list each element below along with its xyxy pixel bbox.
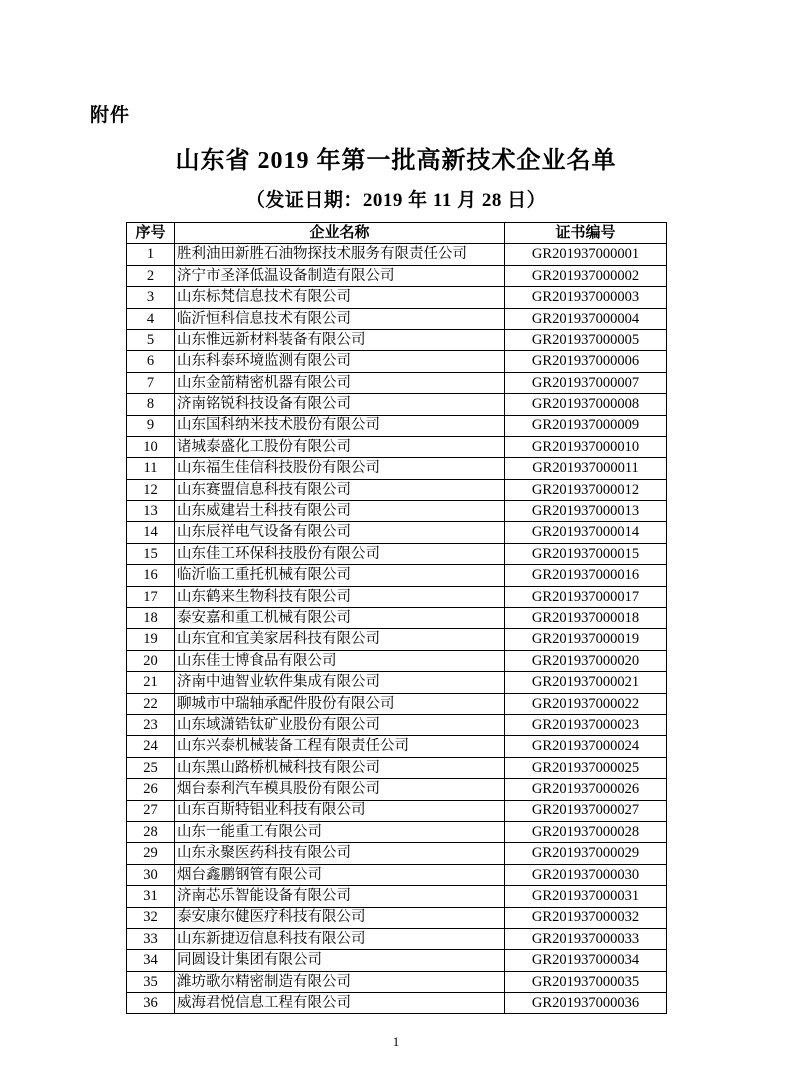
cell-certificate-number: GR201937000005 [505, 329, 667, 350]
cell-no: 33 [127, 928, 175, 949]
cell-enterprise-name: 临沂临工重托机械有限公司 [175, 565, 505, 586]
cell-enterprise-name: 山东佳工环保科技股份有限公司 [175, 543, 505, 564]
table-row [127, 458, 667, 479]
cell-certificate-number: GR201937000018 [505, 608, 667, 629]
cell-enterprise-name: 山东国科纳米技术股份有限公司 [175, 415, 505, 436]
table-row [127, 993, 667, 1014]
cell-no: 19 [127, 629, 175, 650]
enterprise-list-table-wrapper [126, 222, 666, 1014]
cell-enterprise-name: 济宁市圣泽低温设备制造有限公司 [175, 265, 505, 286]
table-row [127, 436, 667, 457]
column-header-no: 序号 [127, 223, 175, 244]
cell-no: 1 [127, 244, 175, 265]
table-row [127, 907, 667, 928]
cell-certificate-number: GR201937000033 [505, 928, 667, 949]
cell-certificate-number: GR201937000017 [505, 586, 667, 607]
issue-date-subtitle: （发证日期：2019 年 11 月 28 日） [245, 190, 547, 211]
cell-enterprise-name: 山东兴泰机械装备工程有限责任公司 [175, 736, 505, 757]
cell-no: 14 [127, 522, 175, 543]
cell-no: 8 [127, 394, 175, 415]
table-row [127, 244, 667, 265]
cell-no: 29 [127, 843, 175, 864]
cell-enterprise-name: 济南铭锐科技设备有限公司 [175, 394, 505, 415]
cell-enterprise-name: 诸城泰盛化工股份有限公司 [175, 436, 505, 457]
cell-enterprise-name: 山东辰祥电气设备有限公司 [175, 522, 505, 543]
table-row [127, 415, 667, 436]
cell-no: 2 [127, 265, 175, 286]
cell-enterprise-name: 山东佳士博食品有限公司 [175, 650, 505, 671]
cell-enterprise-name: 泰安康尔健医疗科技有限公司 [175, 907, 505, 928]
cell-no: 25 [127, 757, 175, 778]
cell-no: 16 [127, 565, 175, 586]
attachment-label: 附件 [90, 105, 131, 126]
cell-certificate-number: GR201937000016 [505, 565, 667, 586]
cell-certificate-number: GR201937000002 [505, 265, 667, 286]
cell-certificate-number: GR201937000035 [505, 971, 667, 992]
cell-enterprise-name: 济南中迪智业软件集成有限公司 [175, 672, 505, 693]
table-row [127, 950, 667, 971]
cell-certificate-number: GR201937000015 [505, 543, 667, 564]
cell-no: 36 [127, 993, 175, 1014]
cell-certificate-number: GR201937000006 [505, 351, 667, 372]
cell-no: 6 [127, 351, 175, 372]
cell-no: 4 [127, 308, 175, 329]
table-row [127, 843, 667, 864]
table-row [127, 543, 667, 564]
cell-certificate-number: GR201937000020 [505, 650, 667, 671]
cell-certificate-number: GR201937000022 [505, 693, 667, 714]
table-row [127, 565, 667, 586]
table-row [127, 608, 667, 629]
cell-no: 3 [127, 287, 175, 308]
cell-enterprise-name: 山东威建岩土科技有限公司 [175, 501, 505, 522]
cell-certificate-number: GR201937000014 [505, 522, 667, 543]
cell-certificate-number: GR201937000003 [505, 287, 667, 308]
table-row [127, 501, 667, 522]
table-body [127, 244, 667, 1014]
enterprise-list-table [126, 222, 667, 1014]
cell-enterprise-name: 山东惟远新材料装备有限公司 [175, 329, 505, 350]
table-row [127, 757, 667, 778]
cell-enterprise-name: 山东赛盟信息科技有限公司 [175, 479, 505, 500]
cell-certificate-number: GR201937000012 [505, 479, 667, 500]
cell-enterprise-name: 山东域潇锆钛矿业股份有限公司 [175, 714, 505, 735]
cell-enterprise-name: 聊城市中瑞轴承配件股份有限公司 [175, 693, 505, 714]
cell-enterprise-name: 烟台泰利汽车模具股份有限公司 [175, 779, 505, 800]
cell-certificate-number: GR201937000010 [505, 436, 667, 457]
table-row [127, 479, 667, 500]
cell-no: 22 [127, 693, 175, 714]
cell-enterprise-name: 山东科泰环境监测有限公司 [175, 351, 505, 372]
cell-certificate-number: GR201937000030 [505, 864, 667, 885]
cell-certificate-number: GR201937000004 [505, 308, 667, 329]
cell-enterprise-name: 山东新捷迈信息科技有限公司 [175, 928, 505, 949]
cell-certificate-number: GR201937000013 [505, 501, 667, 522]
cell-no: 24 [127, 736, 175, 757]
cell-certificate-number: GR201937000019 [505, 629, 667, 650]
cell-certificate-number: GR201937000001 [505, 244, 667, 265]
table-row [127, 800, 667, 821]
cell-no: 28 [127, 821, 175, 842]
cell-enterprise-name: 临沂恒科信息技术有限公司 [175, 308, 505, 329]
table-row [127, 821, 667, 842]
cell-enterprise-name: 威海君悦信息工程有限公司 [175, 993, 505, 1014]
table-header-row [127, 223, 667, 244]
table-row [127, 736, 667, 757]
table-row [127, 394, 667, 415]
cell-enterprise-name: 山东宜和宜美家居科技有限公司 [175, 629, 505, 650]
cell-no: 12 [127, 479, 175, 500]
cell-enterprise-name: 烟台鑫鹏钢管有限公司 [175, 864, 505, 885]
cell-certificate-number: GR201937000032 [505, 907, 667, 928]
cell-enterprise-name: 山东一能重工有限公司 [175, 821, 505, 842]
cell-enterprise-name: 山东标梵信息技术有限公司 [175, 287, 505, 308]
cell-certificate-number: GR201937000011 [505, 458, 667, 479]
table-row [127, 928, 667, 949]
cell-certificate-number: GR201937000009 [505, 415, 667, 436]
table-row [127, 629, 667, 650]
cell-no: 32 [127, 907, 175, 928]
cell-no: 20 [127, 650, 175, 671]
table-row [127, 308, 667, 329]
cell-no: 18 [127, 608, 175, 629]
table-row [127, 372, 667, 393]
cell-certificate-number: GR201937000034 [505, 950, 667, 971]
cell-enterprise-name: 胜利油田新胜石油物探技术服务有限责任公司 [175, 244, 505, 265]
cell-certificate-number: GR201937000026 [505, 779, 667, 800]
cell-no: 30 [127, 864, 175, 885]
cell-certificate-number: GR201937000025 [505, 757, 667, 778]
cell-certificate-number: GR201937000028 [505, 821, 667, 842]
cell-no: 11 [127, 458, 175, 479]
table-row [127, 522, 667, 543]
cell-enterprise-name: 济南芯乐智能设备有限公司 [175, 886, 505, 907]
cell-no: 21 [127, 672, 175, 693]
cell-enterprise-name: 山东永聚医药科技有限公司 [175, 843, 505, 864]
table-row [127, 714, 667, 735]
cell-enterprise-name: 泰安嘉和重工机械有限公司 [175, 608, 505, 629]
cell-certificate-number: GR201937000024 [505, 736, 667, 757]
cell-enterprise-name: 山东福生佳信科技股份有限公司 [175, 458, 505, 479]
cell-certificate-number: GR201937000031 [505, 886, 667, 907]
table-row [127, 886, 667, 907]
cell-certificate-number: GR201937000029 [505, 843, 667, 864]
cell-no: 31 [127, 886, 175, 907]
cell-enterprise-name: 潍坊歌尔精密制造有限公司 [175, 971, 505, 992]
cell-enterprise-name: 山东百斯特铝业科技有限公司 [175, 800, 505, 821]
column-header-cert: 证书编号 [505, 223, 667, 244]
table-row [127, 287, 667, 308]
cell-certificate-number: GR201937000008 [505, 394, 667, 415]
page-title: 山东省 2019 年第一批高新技术企业名单 [175, 148, 617, 174]
table-row [127, 351, 667, 372]
cell-no: 26 [127, 779, 175, 800]
cell-no: 15 [127, 543, 175, 564]
table-row [127, 672, 667, 693]
cell-enterprise-name: 山东鹤来生物科技有限公司 [175, 586, 505, 607]
cell-no: 9 [127, 415, 175, 436]
cell-certificate-number: GR201937000021 [505, 672, 667, 693]
page-number: 1 [392, 1034, 400, 1049]
table-row [127, 864, 667, 885]
table-row [127, 779, 667, 800]
table-row [127, 329, 667, 350]
table-row [127, 971, 667, 992]
cell-no: 17 [127, 586, 175, 607]
table-row [127, 586, 667, 607]
cell-no: 23 [127, 714, 175, 735]
cell-no: 34 [127, 950, 175, 971]
column-header-name: 企业名称 [175, 223, 505, 244]
cell-certificate-number: GR201937000027 [505, 800, 667, 821]
cell-no: 10 [127, 436, 175, 457]
table-row [127, 265, 667, 286]
cell-enterprise-name: 山东黑山路桥机械科技有限公司 [175, 757, 505, 778]
cell-no: 5 [127, 329, 175, 350]
cell-certificate-number: GR201937000036 [505, 993, 667, 1014]
cell-no: 7 [127, 372, 175, 393]
cell-no: 27 [127, 800, 175, 821]
table-row [127, 693, 667, 714]
cell-no: 35 [127, 971, 175, 992]
cell-certificate-number: GR201937000007 [505, 372, 667, 393]
cell-certificate-number: GR201937000023 [505, 714, 667, 735]
cell-no: 13 [127, 501, 175, 522]
table-row [127, 650, 667, 671]
cell-enterprise-name: 山东金箭精密机器有限公司 [175, 372, 505, 393]
cell-enterprise-name: 同圆设计集团有限公司 [175, 950, 505, 971]
